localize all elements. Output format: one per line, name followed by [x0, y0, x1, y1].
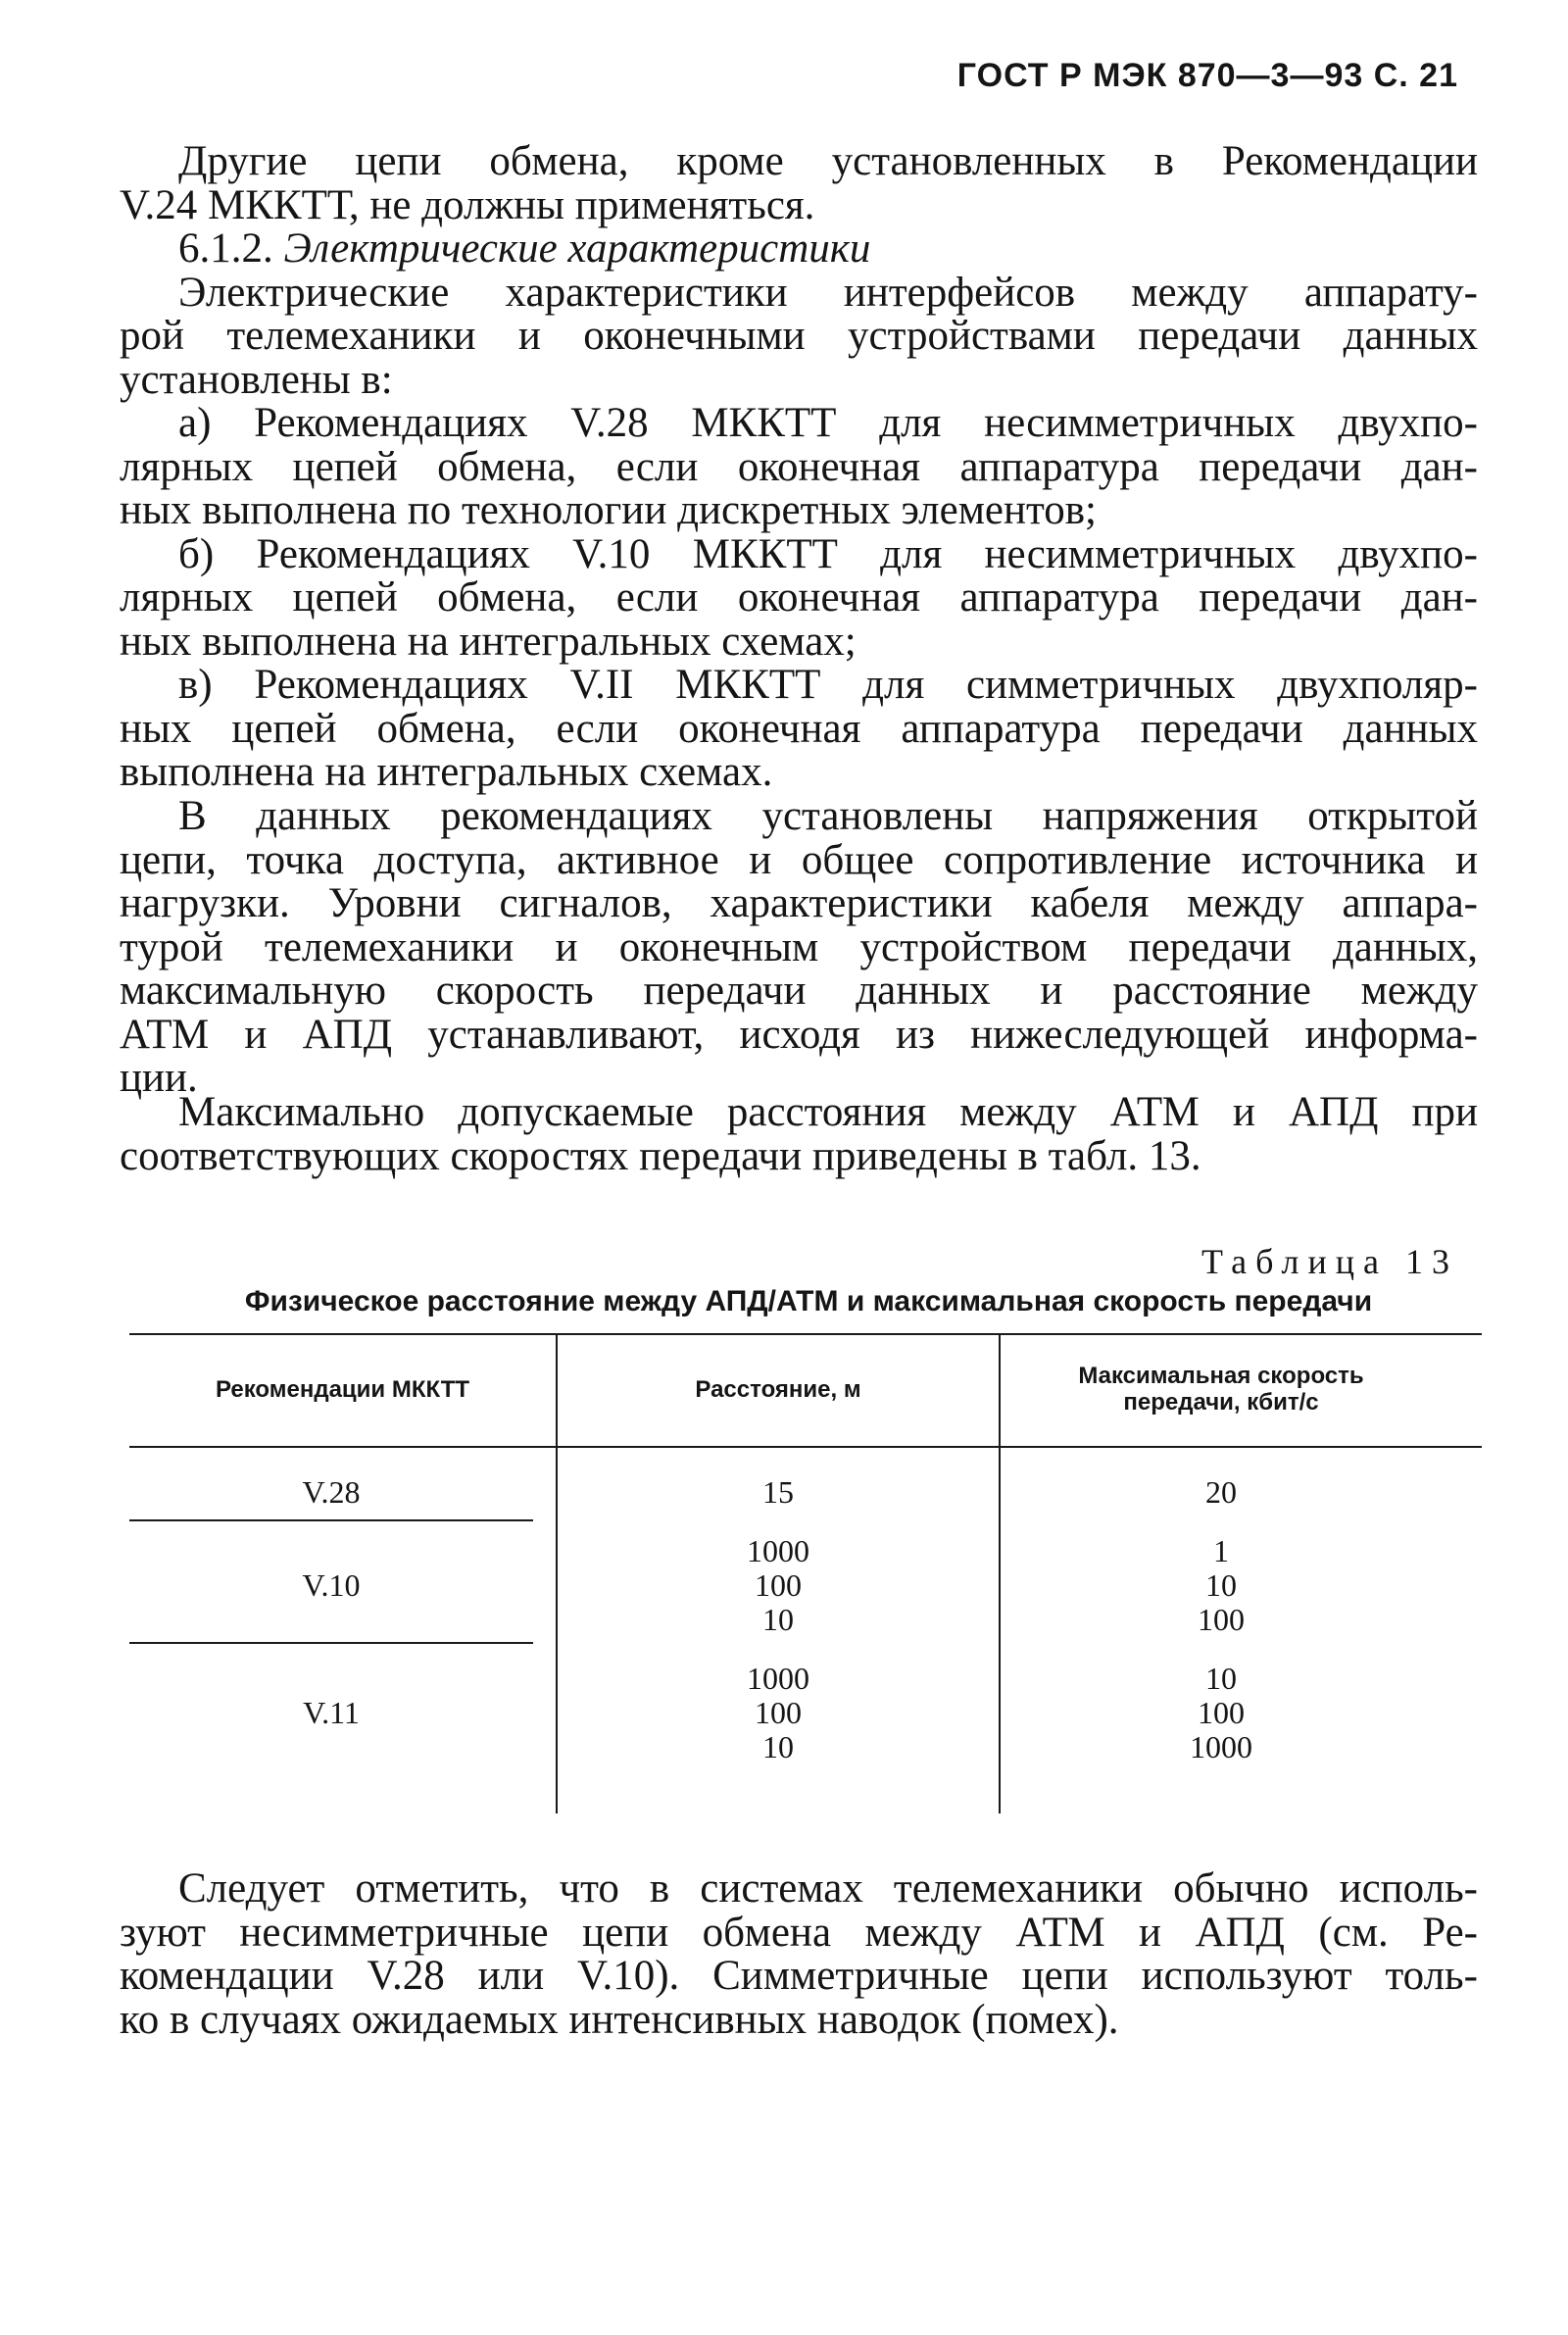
- text-line: максимальную скорость передачи данных и расстояние между: [120, 968, 1478, 1014]
- cell-speed-v11: [1001, 1662, 1442, 1764]
- row-divider-1: [129, 1519, 533, 1521]
- text-line: Электрические характеристики интерфейсов между аппарату-: [178, 269, 1478, 316]
- text-line: соответствующих скоростях передачи приведены в табл. 13.: [120, 1132, 1201, 1179]
- row-divider-2: [129, 1642, 533, 1644]
- text-line: б) Рекомендациях V.10 МККТТ для несимметричных двухпо-: [178, 530, 1478, 577]
- cell-value: 10: [1205, 1661, 1237, 1696]
- cell-rec-v28: V.28: [302, 1474, 361, 1510]
- text-line: выполнена на интегральных схемах.: [120, 749, 773, 795]
- cell-value: 1000: [1190, 1729, 1252, 1764]
- text-line: цепи, точка доступа, активное и общее сопротивление источника и: [120, 836, 1478, 883]
- cell-value: 10: [762, 1729, 794, 1764]
- cell-rec-v10: V.10: [302, 1567, 361, 1603]
- text-line: лярных цепей обмена, если оконечная аппаратура передачи дан-: [120, 574, 1478, 621]
- text-line: ных выполнена по технологии дискретных элементов;: [120, 487, 1097, 533]
- cell-speed-v28: [1001, 1475, 1442, 1510]
- text-line: нагрузки. Уровни сигналов, характеристики кабеля между аппара-: [120, 880, 1478, 926]
- text-line: 6.1.2. Электрические характеристики: [178, 225, 871, 272]
- cell-distance-v10: [558, 1534, 999, 1637]
- text-line: Следует отметить, что в системах телемеханики обычно исполь-: [178, 1865, 1478, 1912]
- text-line: лярных цепей обмена, если оконечная аппаратура передачи дан-: [120, 443, 1478, 490]
- header-max-speed: [1001, 1363, 1442, 1416]
- cell-value: 1000: [747, 1661, 809, 1696]
- cell-value: 15: [762, 1474, 794, 1510]
- body-text-block-3: [120, 1091, 1478, 1178]
- cell-value: 1000: [747, 1533, 809, 1568]
- table-top-rule: [129, 1333, 1482, 1335]
- body-text-block-1: [120, 140, 1478, 795]
- text-line: V.24 МККТТ, не должны применяться.: [120, 181, 815, 228]
- text-line: ных выполнена на интегральных схемах;: [120, 618, 857, 665]
- header-distance: Расстояние, м: [695, 1376, 861, 1403]
- cell-value: 1: [1213, 1533, 1229, 1568]
- header-max-speed-line-2: передачи, кбит/с: [1123, 1389, 1319, 1416]
- text-line: ных цепей обмена, если оконечная аппаратура передачи данных: [120, 705, 1478, 752]
- text-line: Другие цепи обмена, кроме установленных в Рекомендации: [178, 138, 1478, 184]
- text-line: ко в случаях ожидаемых интенсивных наводок (помех).: [120, 1996, 1119, 2043]
- body-text-block-4: [120, 1867, 1478, 2042]
- body-text-block-2: [120, 795, 1478, 1101]
- text-line: установлены в:: [120, 356, 393, 403]
- text-line: В данных рекомендациях установлены напряжения открытой: [178, 793, 1478, 839]
- cell-value: 100: [755, 1567, 802, 1603]
- cell-rec-v11: V.11: [303, 1695, 360, 1730]
- text-line: турой телемеханики и оконечным устройством передачи данных,: [120, 923, 1478, 970]
- header-max-speed-line-1: Максимальная скорость: [1078, 1363, 1364, 1389]
- text-line: а) Рекомендациях V.28 МККТТ для несимметричных двухпо-: [178, 400, 1478, 446]
- cell-value: 10: [762, 1602, 794, 1637]
- cell-distance-v28: [558, 1475, 999, 1510]
- cell-value: 20: [1205, 1474, 1237, 1510]
- cell-speed-v10: [1001, 1534, 1442, 1637]
- table-header-rule: [129, 1446, 1482, 1448]
- header-recommendation: Рекомендации МККТТ: [215, 1376, 470, 1403]
- cell-distance-v11: [558, 1662, 999, 1764]
- text-line: комендации V.28 или V.10). Симметричные цепи используют толь-: [120, 1953, 1478, 1999]
- text-line: зуют несимметричные цепи обмена между АТМ и АПД (см. Ре-: [120, 1909, 1478, 1956]
- cell-value: 100: [755, 1695, 802, 1730]
- data-table: [129, 1333, 1482, 1843]
- table-title: Физическое расстояние между АПД/АТМ и максимальная скорость передачи: [244, 1285, 1373, 1317]
- text-line: Максимально допускаемые расстояния между АТМ и АПД при: [178, 1089, 1478, 1135]
- text-line: ции.: [120, 1055, 198, 1101]
- cell-value: 100: [1198, 1695, 1245, 1730]
- text-line: в) Рекомендациях V.II МККТТ для симметричных двухполяр-: [178, 662, 1478, 708]
- cell-value: 10: [1205, 1567, 1237, 1603]
- text-line: АТМ и АПД устанавливают, исходя из нижеследующей информа-: [120, 1011, 1478, 1058]
- cell-value: 100: [1198, 1602, 1245, 1637]
- text-line: рой телемеханики и оконечными устройствами передачи данных: [120, 313, 1478, 359]
- running-header: ГОСТ Р МЭК 870—3—93 С. 21: [956, 57, 1458, 94]
- table-number: Таблица 13: [1201, 1242, 1458, 1281]
